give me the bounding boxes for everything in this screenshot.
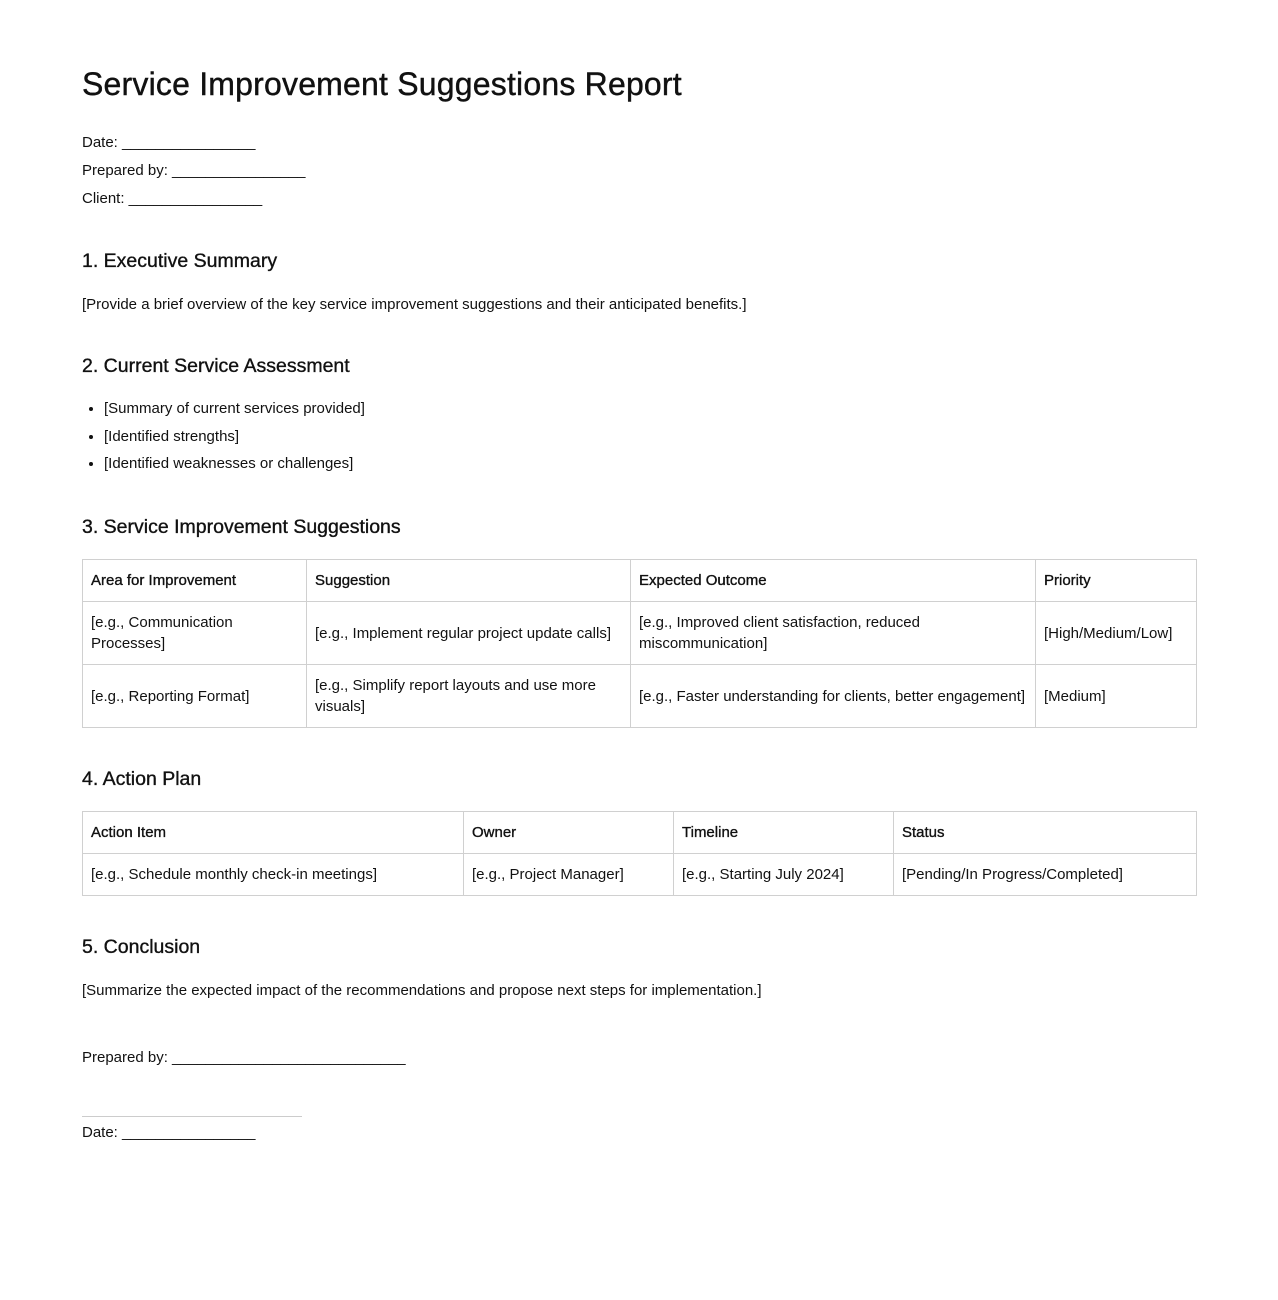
section-heading-conclusion: 5. Conclusion: [82, 936, 201, 958]
date-field: Date: ________________: [82, 134, 256, 151]
table-cell: [e.g., Starting July 2024]: [674, 854, 894, 896]
column-header: Timeline: [674, 812, 894, 854]
action-plan-table: [82, 811, 1197, 896]
divider: [82, 1116, 302, 1117]
table-row: [83, 665, 1197, 728]
prepared-by-field: Prepared by: ________________: [82, 162, 306, 179]
column-header: Suggestion: [307, 560, 631, 602]
column-header: Expected Outcome: [631, 560, 1036, 602]
section-heading-executive-summary: 1. Executive Summary: [82, 250, 278, 272]
column-header: Action Item: [83, 812, 464, 854]
page-title: Service Improvement Suggestions Report: [82, 66, 682, 102]
table-cell: [e.g., Project Manager]: [464, 854, 674, 896]
meta-fields: [82, 133, 1196, 208]
suggestions-table: [82, 559, 1197, 728]
table-cell: [Pending/In Progress/Completed]: [894, 854, 1197, 896]
table-header-row: [83, 812, 1197, 854]
table-cell: [e.g., Simplify report layouts and use more visuals]: [307, 665, 631, 728]
table-cell: [e.g., Reporting Format]: [83, 665, 307, 728]
table-cell: [e.g., Faster understanding for clients, better engagement]: [631, 665, 1036, 728]
column-header: Area for Improvement: [83, 560, 307, 602]
column-header: Priority: [1036, 560, 1197, 602]
table-cell: [High/Medium/Low]: [1036, 602, 1197, 665]
table-cell: [e.g., Improved client satisfaction, reduced miscommunication]: [631, 602, 1036, 665]
list-item: • [Identified strengths]: [104, 427, 1196, 447]
table-header-row: [83, 560, 1197, 602]
column-header: Status: [894, 812, 1197, 854]
table-row: [83, 602, 1197, 665]
table-row: [83, 854, 1197, 896]
signature-date: Date: ________________: [82, 1124, 256, 1141]
list-item: • [Identified weaknesses or challenges]: [104, 454, 1196, 474]
signature-prepared-by: Prepared by: ____________________________: [82, 1049, 406, 1066]
table-cell: [e.g., Communication Processes]: [83, 602, 307, 665]
section-heading-suggestions: 3. Service Improvement Suggestions: [82, 516, 401, 538]
list-item: • [Summary of current services provided]: [104, 399, 1196, 419]
table-cell: [e.g., Schedule monthly check-in meetings]: [83, 854, 464, 896]
table-cell: [Medium]: [1036, 665, 1197, 728]
table-cell: [e.g., Implement regular project update calls]: [307, 602, 631, 665]
assessment-list: [82, 399, 1196, 474]
column-header: Owner: [464, 812, 674, 854]
section-heading-current-assessment: 2. Current Service Assessment: [82, 355, 350, 377]
client-field: Client: ________________: [82, 190, 263, 207]
section-heading-action-plan: 4. Action Plan: [82, 768, 202, 790]
conclusion-text: [Summarize the expected impact of the recommendations and propose next steps for implementation.]: [82, 982, 762, 999]
executive-summary-text: [Provide a brief overview of the key service improvement suggestions and their anticipated benefits.]: [82, 296, 747, 313]
